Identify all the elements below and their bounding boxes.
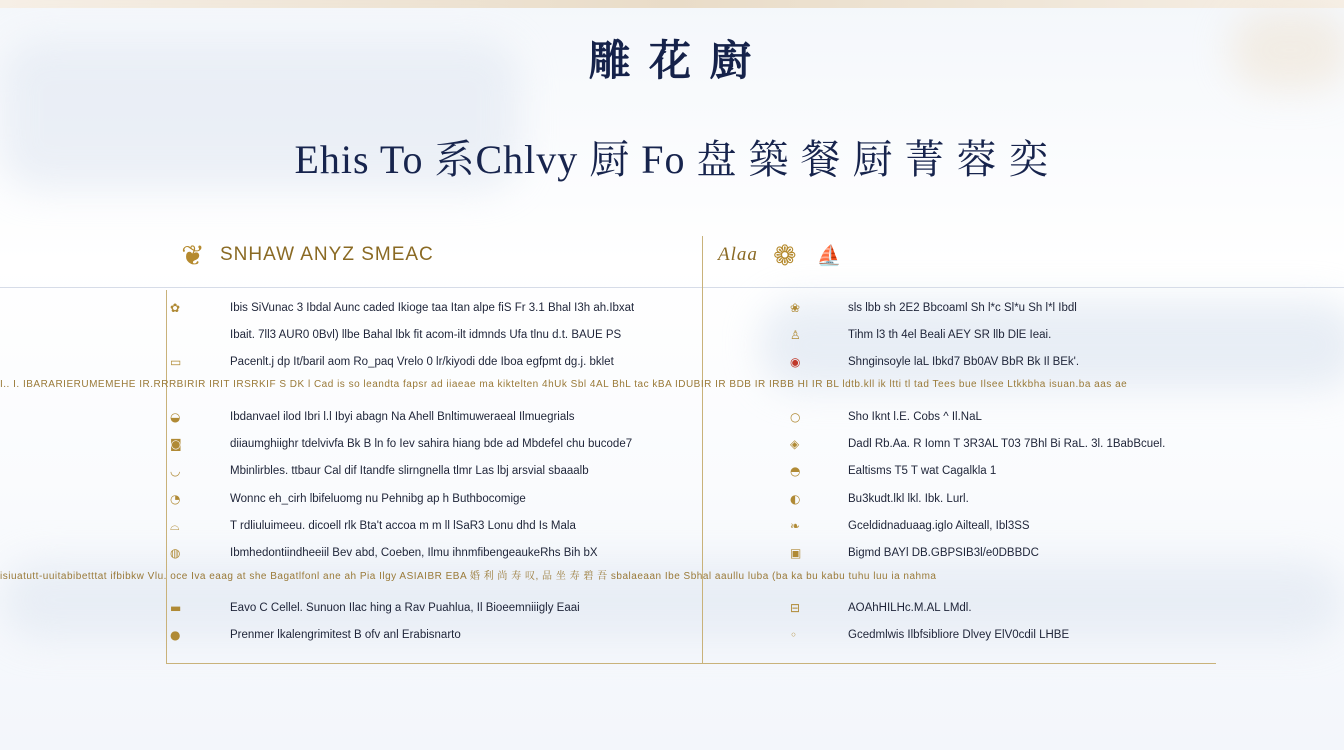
panel-border-left (166, 290, 167, 664)
item-text: diiaumghiighr tdelvivfa Bk B ln fo Iev sahira hiang bde ad Mbdefel chu bucode7 (230, 438, 633, 451)
boat-emblem-icon: ⛵ (816, 243, 842, 267)
item-icon-cell (170, 410, 230, 424)
item-icon-cell (790, 628, 848, 642)
list-item (170, 321, 700, 348)
item-icon-cell (790, 355, 848, 369)
cup-icon: ◙ (170, 437, 182, 452)
bun-icon: ◓ (790, 464, 801, 479)
decorative-banner: I.. I. IBARARIERUMEMEHE IR.RRRBIRIR IRIT IRSRKIF S DK l Cad is so leandta fapsr ad iiaeae ma kiktelten 4hUk Sbl 4AL BhL tac kBA IDUBIR IR BDB IR IRBB HI IR BL ldtb.kll ik ltti tl tad Tees bue Ilsee Ltkkbha isuan.ba aas ae (0, 378, 1128, 390)
seal-icon: ◉ (790, 355, 801, 370)
item-text: Ibait. 7ll3 AUR0 0Bvl) llbe Bahal lbk fit acom-ilt idmnds Ufa tlnu d.t. BAUE PS (230, 328, 622, 341)
item-icon-cell (790, 492, 848, 506)
item-icon-cell (790, 601, 848, 615)
item-icon-cell (790, 410, 848, 424)
list-item (170, 403, 700, 430)
item-icon-cell (790, 301, 848, 315)
item-icon-cell (170, 519, 230, 534)
item-text: Wonnc eh_cirh lbifeluomg nu Pehnibg ap h Buthbocomige (230, 492, 526, 505)
list-item (790, 540, 1210, 567)
small-cup-icon: ♙ (790, 327, 801, 342)
list-item (170, 512, 700, 539)
item-text: Ibis SiVunac 3 Ibdal Aunc caded Ikioge taa Itan alpe fiS Fr 3.1 Bhal I3h ah.Ibxat (230, 301, 635, 314)
list-item (170, 458, 700, 485)
list-item (170, 376, 700, 403)
round-icon: ● (170, 628, 181, 643)
item-icon-cell (170, 601, 230, 615)
item-icon-cell (790, 328, 848, 342)
list-item (790, 430, 1210, 457)
top-band (0, 0, 1344, 8)
list-item (170, 485, 700, 512)
item-text: Ibdanvael ilod Ibri l.l Ibyi abagn Na Ahell Bnltimuweraeal Ilmuegrials (230, 410, 575, 423)
list-item (170, 594, 700, 621)
list-item (790, 622, 1210, 649)
item-icon-cell (790, 437, 848, 451)
item-text: Ealtisms T5 T wat Cagalkla 1 (848, 465, 997, 478)
item-text: Sho Iknt l.E. Cobs ^ Il.NaL (848, 410, 982, 423)
item-text: Ibmhedontiindheeiil Bev abd, Coeben, Ilmu ihnmfibengeaukeRhs Bih bX (230, 547, 598, 560)
tart-icon: ◈ (790, 437, 800, 452)
list-item (790, 512, 1210, 539)
divider (0, 287, 1344, 288)
bowl-icon: ◡ (170, 464, 181, 479)
item-icon-cell (170, 492, 230, 506)
list-item (170, 622, 700, 649)
grain-emblem-icon: ❦ (181, 238, 205, 272)
item-text: Bu3kudt.lkl lkl. Ibk. Lurl. (848, 492, 969, 505)
vegetable-icon: ❀ (790, 300, 801, 315)
flower-emblem-icon: ❁ (773, 238, 797, 272)
list-item (170, 349, 700, 376)
right-menu-list (790, 294, 1210, 649)
list-item (790, 485, 1210, 512)
dot-icon: ◦ (790, 628, 798, 643)
left-brand-name: SNHAW ANYZ SMEAC (220, 244, 434, 265)
list-item (790, 458, 1210, 485)
list-item (790, 594, 1210, 621)
right-brand-script: Alaa (718, 244, 758, 265)
list-item (790, 349, 1210, 376)
list-item (170, 430, 700, 457)
right-brand (718, 238, 846, 272)
item-text: T rdliuluimeeu. dicoell rlk Bta't accoa m m ll lSaR3 Lonu dhd Is Mala (230, 520, 576, 533)
item-icon-cell (170, 628, 230, 642)
list-item (170, 540, 700, 567)
list-item (790, 321, 1210, 348)
item-text: sls lbb sh 2E2 Bbcoaml Sh l*c Sl*u Sh l*l Ibdl (848, 301, 1077, 314)
item-text: Shnginsoyle laL Ibkd7 Bb0AV BbR Bk Il BEk'. (848, 356, 1080, 369)
left-brand (176, 238, 434, 272)
item-icon-cell (790, 464, 848, 478)
platter-icon: ⊟ (790, 600, 801, 615)
list-item (170, 294, 700, 321)
list-item (790, 294, 1210, 321)
item-icon-cell (170, 355, 230, 369)
list-item (790, 403, 1210, 430)
item-text: Mbinlirbles. ttbaur Cal dif Itandfe slirngnella tlmr Las lbj arsvial sbaaalb (230, 465, 589, 478)
item-text: Bigmd BAYl DB.GBPSIB3l/e0DBBDC (848, 547, 1039, 560)
egg-icon: ◐ (790, 491, 801, 506)
cake-icon: ▣ (790, 546, 802, 561)
item-text: AOAhHILHc.M.AL LMdl. (848, 601, 972, 614)
item-icon-cell (170, 301, 230, 315)
lid-icon: ⌓ (170, 518, 180, 533)
dish-icon: ◒ (170, 409, 181, 424)
tray-icon: ▬ (170, 600, 182, 615)
list-item (170, 567, 700, 594)
item-icon-cell (170, 437, 230, 451)
item-text: Gceldidnaduaag.iglo Ailteall, Ibl3SS (848, 520, 1030, 533)
page-subtitle: Ehis To 系Chlvy 厨 Fo 盘 築 餐 厨 菁 蓉 奕 (294, 137, 1050, 182)
page-title: 雕 花 廚 (588, 39, 756, 85)
item-icon-cell (790, 519, 848, 533)
leaf-icon: ❧ (790, 519, 801, 534)
item-icon-cell (790, 546, 848, 560)
list-item (790, 376, 1210, 403)
item-text: Prenmer lkalengrimitest B ofv anl Erabisnarto (230, 629, 461, 642)
ring-icon: ○ (790, 409, 801, 424)
item-text: Eavo C Cellel. Sunuon Ilac hing a Rav Puahlua, Il Bioeemniiigly Eaai (230, 601, 580, 614)
pot-icon: ◔ (170, 491, 181, 506)
item-text: Gcedmlwis Ilbfsibliore Dlvey ElV0cdil LHBE (848, 629, 1070, 642)
list-item (790, 567, 1210, 594)
small-box-icon: ▭ (170, 355, 182, 370)
panel-border-bottom (166, 663, 1216, 664)
fruit-basket-icon: ✿ (170, 300, 181, 315)
item-icon-cell (170, 546, 230, 560)
item-text: Pacenlt.j dp It/baril aom Ro_paq Vrelo 0 lr/kiyodi dde Iboa egfpmt dg.j. bklet (230, 356, 614, 369)
item-text: Dadl Rb.Aa. R Iomn T 3R3AL T03 7Bhl Bi RaL. 3l. 1BabBcuel. (848, 438, 1166, 451)
item-icon-cell (170, 464, 230, 478)
decorative-banner: isiuatutt-uuitabibetttat ifbibkw Vlu. oce Iva eaag at she Bagatlfonl ane ah Pia Ilgy ASIAIBR EBA 婚 利 尚 寿 叹, 品 坐 寿 碧 吾 sbalaeaan Ibe Sbhal aaullu luba (ba ka bu kabu tuhu luu ia nahma (0, 570, 937, 581)
panel-divider (702, 236, 703, 664)
pan-icon: ◍ (170, 546, 181, 561)
item-text: Tihm l3 th 4el Beali AEY SR llb DlE Ieai. (848, 328, 1052, 341)
left-menu-list (170, 294, 700, 649)
